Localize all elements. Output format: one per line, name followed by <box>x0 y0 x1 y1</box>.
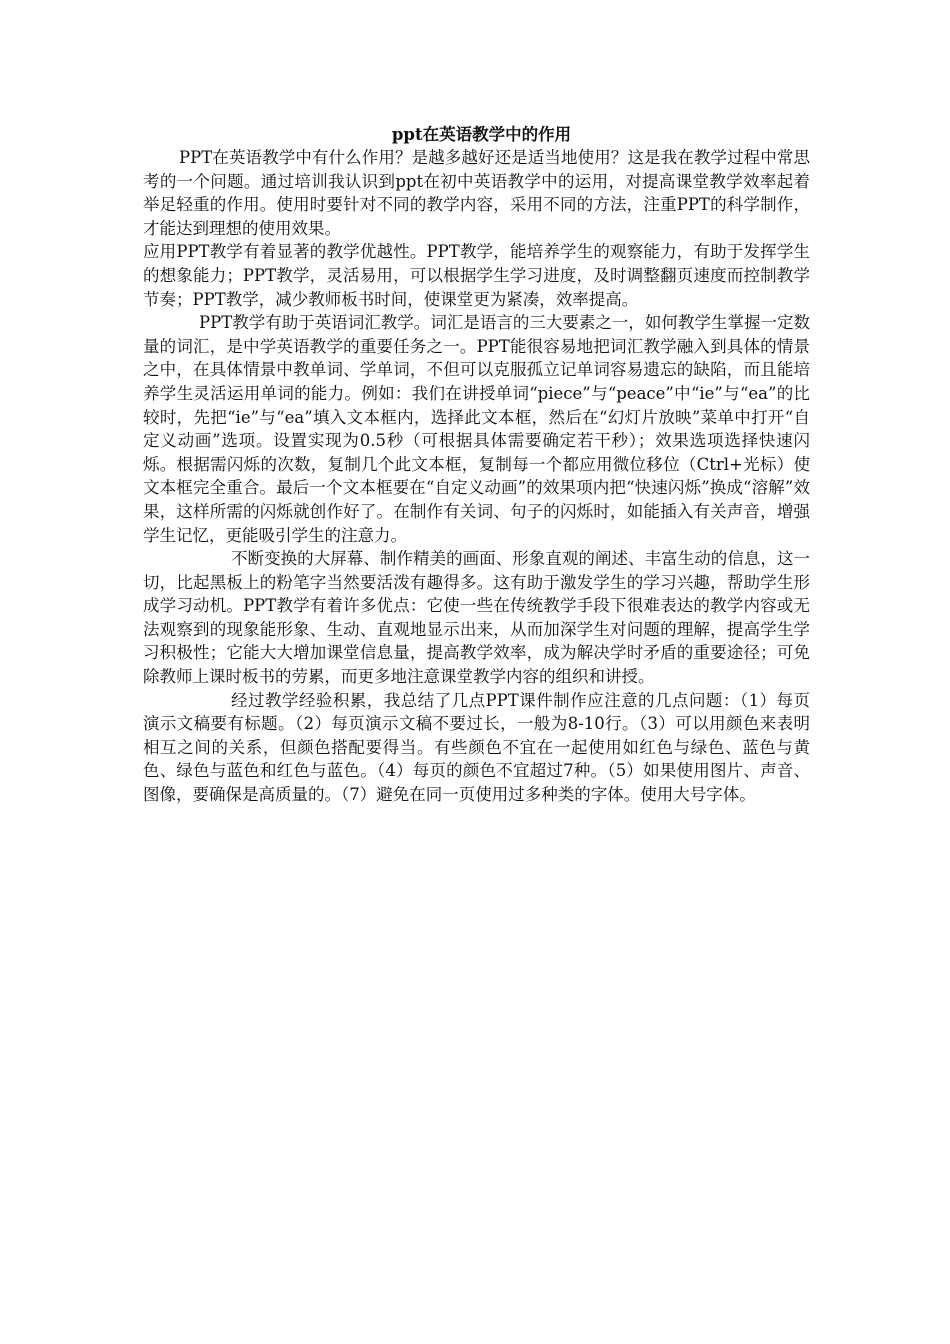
paragraph-intro: PPT在英语教学中有什么作用？是越多越好还是适当地使用？这是我在教学过程中常思考的一个问题。通过培训我认识到ppt在初中英语教学中的运用，对提高课堂教学效率起着举足轻重的作用。使用时要针对不同的教学内容，采用不同的方法，注重PPT的科学制作，才能达到理想的使用效果。 <box>143 148 810 238</box>
paragraph-tips: 经过教学经验积累，我总结了几点PPT课件制作应注意的几点问题：（1）每页演示文稿要有标题。（2）每页演示文稿不要过长，一般为8-10行。（3）可以用颜色来表明相互之间的关系，但颜色搭配要得当。有些颜色不宜在一起使用如红色与绿色、蓝色与黄色、绿色与蓝色和红色与蓝色。（4）每页的颜色不宜超过7种。（5）如果使用图片、声音、图像，要确保是高质量的。（7）避免在同一页使用过多种类的字体。使用大号字体。 <box>143 690 810 805</box>
paragraph-advantages: 应用PPT教学有着显著的教学优越性。PPT教学，能培养学生的观察能力，有助于发挥学生的想象能力；PPT教学，灵活易用，可以根据学生学习进度，及时调整翻页速度而控制教学节奏；PPT教学，减少教师板书时间，使课堂更为紧凑，效率提高。 <box>143 242 810 309</box>
paragraph-vocabulary: PPT教学有助于英语词汇教学。词汇是语言的三大要素之一，如何教学生掌握一定数量的词汇，是中学英语教学的重要任务之一。PPT能很容易地把词汇教学融入到具体的情景之中，在具体情景中教单词、学单词，不但可以克服孤立记单词容易遗忘的缺陷，而且能培养学生灵活运用单词的能力。例如：我们在讲授单词“piece”与“peace”中“ie”与“ea”的比较时，先把“ie”与“ea”填入文本框内，选择此文本框，然后在“幻灯片放映”菜单中打开“自定义动画”选项。设置实现为0.5秒（可根据具体需要确定若干秒）；效果选项选择快速闪烁。根据需闪烁的次数，复制几个此文本框，复制每一个都应用微位移位（Ctrl+光标）使文本框完全重合。最后一个文本框要在“自定义动画”的效果项内把“快速闪烁”换成“溶解”效果，这样所需的闪烁就创作好了。在制作有关词、句子的闪烁时，如能插入有关声音，增强学生记忆，更能吸引学生的注意力。 <box>143 313 810 545</box>
paragraph-interest: 不断变换的大屏幕、制作精美的画面、形象直观的阐述、丰富生动的信息，这一切，比起黑板上的粉笔字当然要活泼有趣得多。这有助于激发学生的学习兴趣，帮助学生形成学习动机。PPT教学有着许多优点：它使一些在传统教学手段下很难表达的教学内容或无法观察到的现象能形象、生动、直观地显示出来，从而加深学生对问题的理解，提高学生学习积极性；它能大大增加课堂信息量，提高教学效率，成为解决学时矛盾的重要途径；可免除教师上课时板书的劳累，而更多地注意课堂教学内容的组织和讲授。 <box>143 549 810 687</box>
document-title: ppt在英语教学中的作用 <box>391 125 572 144</box>
document-page <box>143 124 810 807</box>
